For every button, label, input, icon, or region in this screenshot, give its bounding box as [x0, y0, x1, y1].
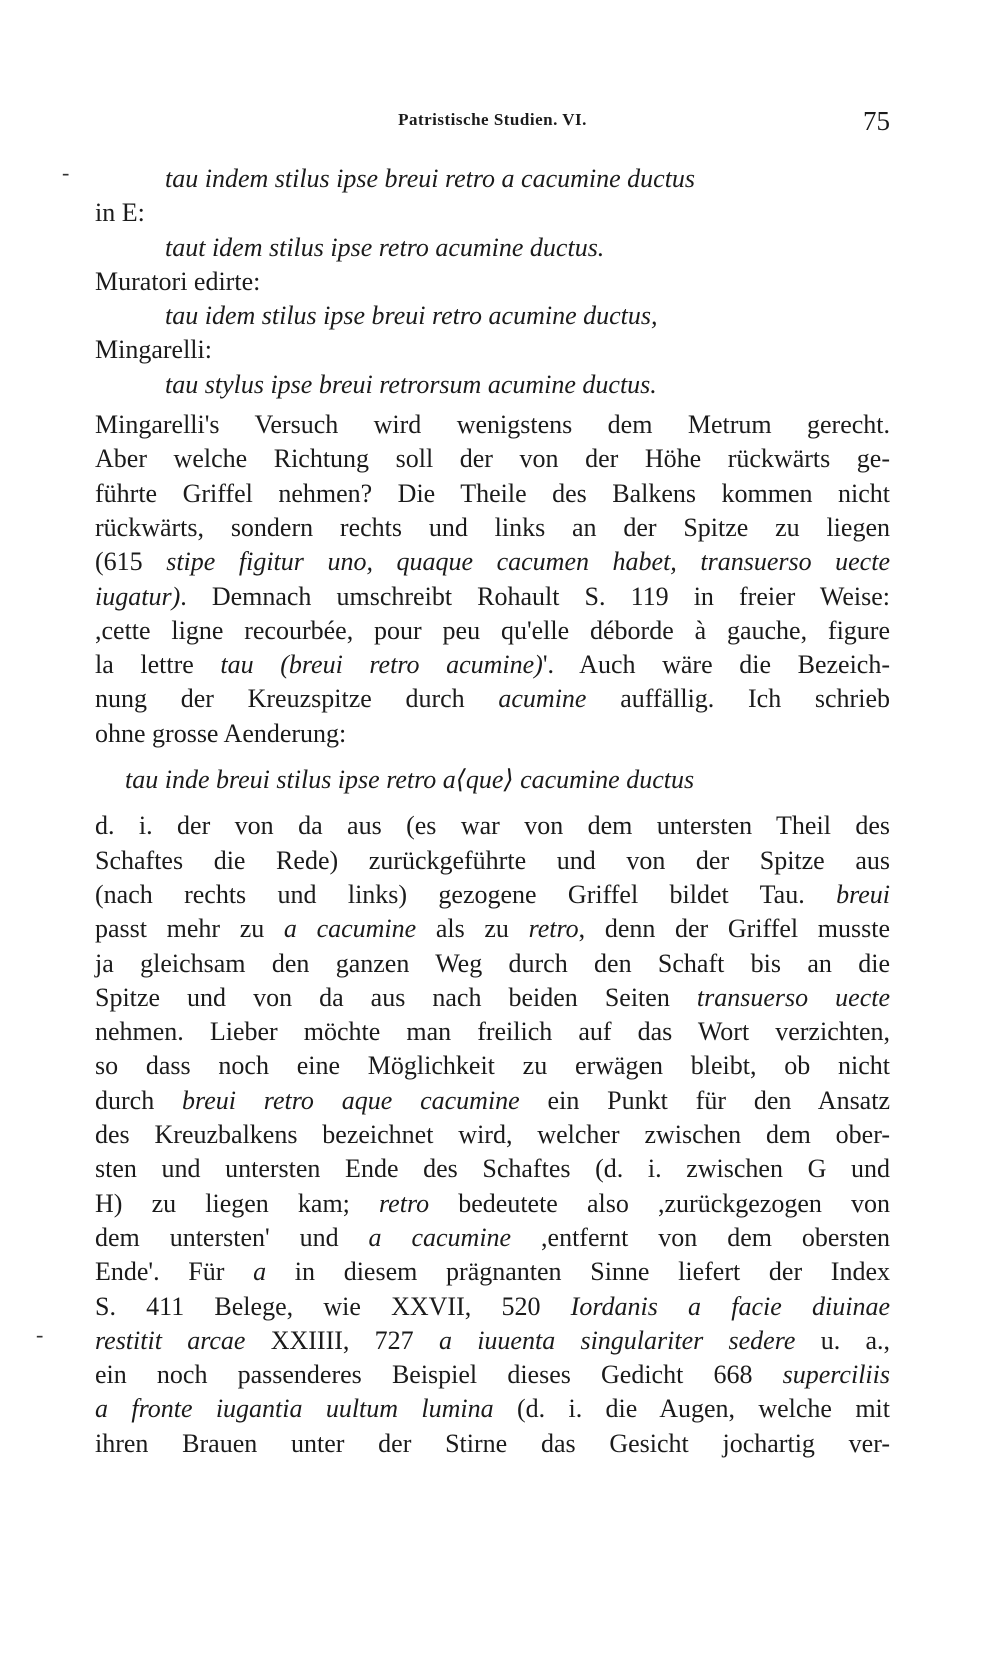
- verse-line-muratori: tau idem stilus ipse breui retro acumine ductus,: [165, 301, 658, 331]
- text-line: durch breui retro aque cacumine ein Punkt für den Ansatz: [95, 1085, 890, 1115]
- text-line: nung der Kreuzspitze durch acumine auffällig. Ich schrieb: [95, 684, 890, 714]
- text-line: Ende'. Für a in diesem prägnanten Sinne liefert der Index: [95, 1257, 890, 1287]
- page-body: [95, 162, 890, 1461]
- text-line: Mingarelli's Versuch wird wenigstens dem Metrum gerecht.: [95, 410, 890, 440]
- text-line: la lettre tau (breui retro acumine)'. Auch wäre die Bezeich-: [95, 650, 890, 680]
- text-line: Aber welche Richtung soll der von der Höhe rückwärts ge-: [95, 444, 890, 474]
- text-line: ihren Brauen unter der Stirne das Gesicht jochartig ver-: [95, 1428, 890, 1458]
- text-line: ohne grosse Aenderung:: [95, 718, 347, 748]
- text-line: H) zu liegen kam; retro bedeutete also ,zurückgezogen von: [95, 1188, 890, 1218]
- text-line: führte Griffel nehmen? Die Theile des Balkens kommen nicht: [95, 478, 890, 508]
- text-line: Schaftes die Rede) zurückgeführte und von der Spitze aus: [95, 845, 890, 875]
- text-line: ja gleichsam den ganzen Weg durch den Schaft bis an die: [95, 948, 890, 978]
- text-line: (nach rechts und links) gezogene Griffel bildet Tau. breui: [95, 879, 890, 909]
- text-line: S. 411 Belege, wie XXVII, 520 Iordanis a facie diuinae: [95, 1291, 890, 1321]
- label-line: Mingarelli:: [95, 335, 212, 365]
- running-head: Patristische Studien. VI.: [398, 110, 587, 129]
- text-line: nehmen. Lieber möchte man freilich auf das Wort verzichten,: [95, 1017, 890, 1047]
- text-line: passt mehr zu a cacumine als zu retro, denn der Griffel musste: [95, 914, 891, 944]
- text-line: d. i. der von da aus (es war von dem untersten Theil des: [95, 811, 890, 841]
- text-line: des Kreuzbalkens bezeichnet wird, welcher zwischen dem ober-: [95, 1120, 890, 1150]
- text-line: a fronte iugantia uultum lumina (d. i. die Augen, welche mit: [95, 1394, 890, 1424]
- margin-mark-bottom: -: [36, 1322, 44, 1347]
- text-line: iugatur). Demnach umschreibt Rohault S. 119 in freier Weise:: [95, 581, 890, 611]
- page-header: [95, 106, 890, 146]
- label-line: Muratori edirte:: [95, 266, 261, 296]
- text-line: ,cette ligne recourbée, pour peu qu'elle déborde à gauche, figure: [95, 615, 890, 645]
- text-line: restitit arcae XXIIII, 727 a iuuenta singulariter sedere u. a.,: [95, 1325, 891, 1355]
- text-line: rückwärts, sondern rechts und links an der Spitze zu liegen: [95, 512, 890, 542]
- margin-mark-top: -: [62, 160, 70, 185]
- verse-line-e2: taut idem stilus ipse retro acumine ductus.: [165, 232, 605, 262]
- text-line: Spitze und von da aus nach beiden Seiten transuerso uecte: [95, 982, 890, 1012]
- label-line: in E:: [95, 198, 145, 228]
- verse-line-mingarelli: tau stylus ipse breui retrorsum acumine ductus.: [165, 369, 657, 399]
- verse-line-e: tau indem stilus ipse breui retro a cacumine ductus: [165, 164, 696, 193]
- text-line: ein noch passenderes Beispiel dieses Gedicht 668 superciliis: [95, 1360, 890, 1390]
- text-line: (615 stipe figitur uno, quaque cacumen habet, transuerso uecte: [95, 547, 890, 577]
- text-line: sten und untersten Ende des Schaftes (d. i. zwischen G und: [95, 1154, 890, 1184]
- page-number: 75: [863, 106, 890, 136]
- verse-line-emended: tau inde breui stilus ipse retro a⟨que⟩ cacumine ductus: [125, 765, 695, 795]
- text-line: so dass noch eine Möglichkeit zu erwägen bleibt, ob nicht: [95, 1051, 890, 1081]
- text-line: dem untersten' und a cacumine ,entfernt von dem obersten: [95, 1222, 891, 1252]
